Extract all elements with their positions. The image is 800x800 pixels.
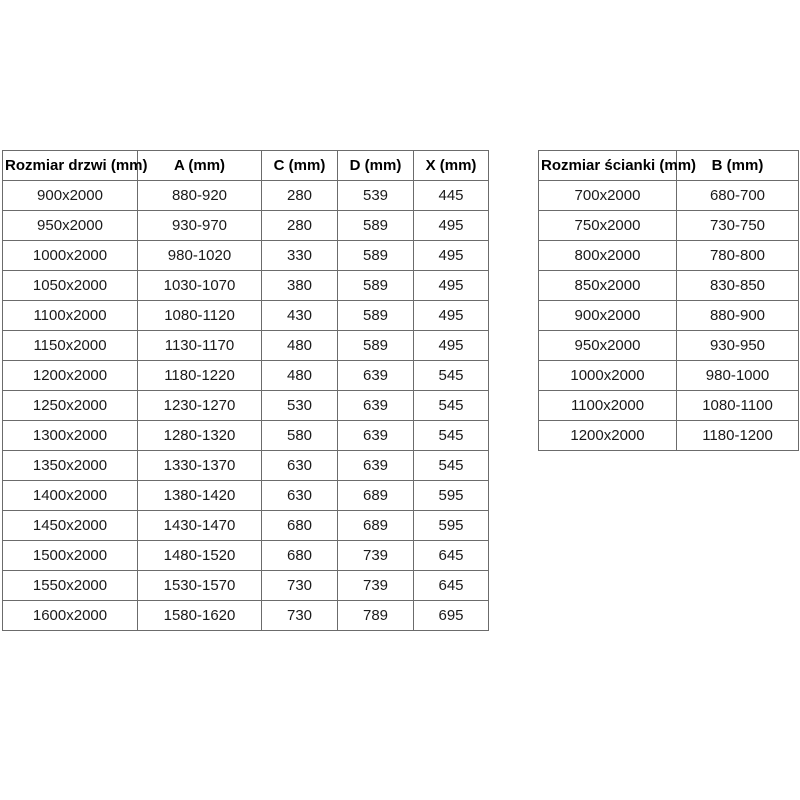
table-cell: 880-900 [677, 301, 799, 331]
table-cell: 1230-1270 [138, 391, 262, 421]
table-cell: 789 [338, 601, 414, 631]
table-row [539, 391, 799, 421]
table-row [3, 391, 489, 421]
table-cell: 1100x2000 [3, 301, 138, 331]
table-row [3, 211, 489, 241]
table-cell: 645 [414, 571, 489, 601]
table-row [539, 421, 799, 451]
wall-sizes-table-container [538, 150, 798, 451]
table-cell: 639 [338, 451, 414, 481]
table-row [3, 301, 489, 331]
table-row [539, 271, 799, 301]
column-header: Rozmiar drzwi (mm) [3, 151, 138, 181]
table-cell: 595 [414, 511, 489, 541]
table-row [3, 571, 489, 601]
table-row [3, 601, 489, 631]
table-row [3, 271, 489, 301]
column-header: A (mm) [138, 151, 262, 181]
column-header: Rozmiar ścianki (mm) [539, 151, 677, 181]
table-cell: 680-700 [677, 181, 799, 211]
table-cell: 1200x2000 [3, 361, 138, 391]
table-cell: 900x2000 [3, 181, 138, 211]
table-cell: 589 [338, 301, 414, 331]
table-row [3, 511, 489, 541]
table-cell: 639 [338, 421, 414, 451]
table-row [3, 361, 489, 391]
table-cell: 380 [262, 271, 338, 301]
table-cell: 1080-1120 [138, 301, 262, 331]
table-cell: 595 [414, 481, 489, 511]
table-cell: 1530-1570 [138, 571, 262, 601]
table-cell: 880-920 [138, 181, 262, 211]
table-cell: 680 [262, 541, 338, 571]
table-cell: 980-1000 [677, 361, 799, 391]
table-cell: 1030-1070 [138, 271, 262, 301]
table-cell: 480 [262, 331, 338, 361]
table-cell: 739 [338, 571, 414, 601]
table-cell: 545 [414, 421, 489, 451]
table-cell: 589 [338, 271, 414, 301]
table-row [3, 451, 489, 481]
table-cell: 830-850 [677, 271, 799, 301]
table-row [3, 331, 489, 361]
table-cell: 639 [338, 361, 414, 391]
table-cell: 800x2000 [539, 241, 677, 271]
table-cell: 480 [262, 361, 338, 391]
table-row [3, 541, 489, 571]
table-cell: 1500x2000 [3, 541, 138, 571]
table-row [3, 241, 489, 271]
table-cell: 1080-1100 [677, 391, 799, 421]
door-sizes-table [2, 150, 489, 631]
table-row [539, 241, 799, 271]
table-cell: 900x2000 [539, 301, 677, 331]
table-cell: 689 [338, 481, 414, 511]
table-cell: 1300x2000 [3, 421, 138, 451]
table-cell: 495 [414, 331, 489, 361]
table-cell: 589 [338, 241, 414, 271]
table-cell: 1150x2000 [3, 331, 138, 361]
table-cell: 545 [414, 391, 489, 421]
table-cell: 780-800 [677, 241, 799, 271]
table-row [3, 481, 489, 511]
column-header: C (mm) [262, 151, 338, 181]
table-cell: 280 [262, 211, 338, 241]
table-cell: 495 [414, 271, 489, 301]
table-cell: 1600x2000 [3, 601, 138, 631]
table-cell: 545 [414, 451, 489, 481]
table-cell: 530 [262, 391, 338, 421]
column-header: D (mm) [338, 151, 414, 181]
door-sizes-table-container [2, 150, 488, 631]
table-cell: 280 [262, 181, 338, 211]
table-cell: 1000x2000 [539, 361, 677, 391]
table-cell: 1180-1200 [677, 421, 799, 451]
door-sizes-header-row [3, 151, 489, 181]
table-cell: 545 [414, 361, 489, 391]
table-row [3, 181, 489, 211]
table-cell: 539 [338, 181, 414, 211]
wall-sizes-table [538, 150, 799, 451]
table-cell: 930-970 [138, 211, 262, 241]
table-cell: 1130-1170 [138, 331, 262, 361]
column-header: B (mm) [677, 151, 799, 181]
table-cell: 730-750 [677, 211, 799, 241]
table-cell: 1350x2000 [3, 451, 138, 481]
table-cell: 589 [338, 211, 414, 241]
column-header: X (mm) [414, 151, 489, 181]
table-cell: 589 [338, 331, 414, 361]
table-cell: 1330-1370 [138, 451, 262, 481]
table-cell: 1050x2000 [3, 271, 138, 301]
table-cell: 1580-1620 [138, 601, 262, 631]
table-cell: 750x2000 [539, 211, 677, 241]
table-cell: 1100x2000 [539, 391, 677, 421]
table-row [539, 361, 799, 391]
table-cell: 639 [338, 391, 414, 421]
table-cell: 1550x2000 [3, 571, 138, 601]
table-cell: 700x2000 [539, 181, 677, 211]
table-row [3, 421, 489, 451]
table-cell: 495 [414, 301, 489, 331]
table-cell: 930-950 [677, 331, 799, 361]
table-cell: 495 [414, 241, 489, 271]
table-cell: 330 [262, 241, 338, 271]
wall-sizes-header-row [539, 151, 799, 181]
table-cell: 695 [414, 601, 489, 631]
table-cell: 580 [262, 421, 338, 451]
table-cell: 730 [262, 571, 338, 601]
table-cell: 1280-1320 [138, 421, 262, 451]
table-cell: 445 [414, 181, 489, 211]
table-cell: 630 [262, 451, 338, 481]
table-cell: 739 [338, 541, 414, 571]
table-cell: 1380-1420 [138, 481, 262, 511]
table-cell: 1200x2000 [539, 421, 677, 451]
table-cell: 1000x2000 [3, 241, 138, 271]
table-cell: 1250x2000 [3, 391, 138, 421]
table-row [539, 211, 799, 241]
table-cell: 1430-1470 [138, 511, 262, 541]
table-cell: 950x2000 [3, 211, 138, 241]
table-row [539, 331, 799, 361]
table-cell: 680 [262, 511, 338, 541]
table-cell: 689 [338, 511, 414, 541]
table-cell: 950x2000 [539, 331, 677, 361]
table-cell: 850x2000 [539, 271, 677, 301]
table-cell: 980-1020 [138, 241, 262, 271]
table-cell: 730 [262, 601, 338, 631]
table-cell: 1480-1520 [138, 541, 262, 571]
table-cell: 1180-1220 [138, 361, 262, 391]
table-row [539, 301, 799, 331]
table-row [539, 181, 799, 211]
table-cell: 430 [262, 301, 338, 331]
table-cell: 645 [414, 541, 489, 571]
table-cell: 495 [414, 211, 489, 241]
table-cell: 1450x2000 [3, 511, 138, 541]
table-cell: 630 [262, 481, 338, 511]
table-cell: 1400x2000 [3, 481, 138, 511]
